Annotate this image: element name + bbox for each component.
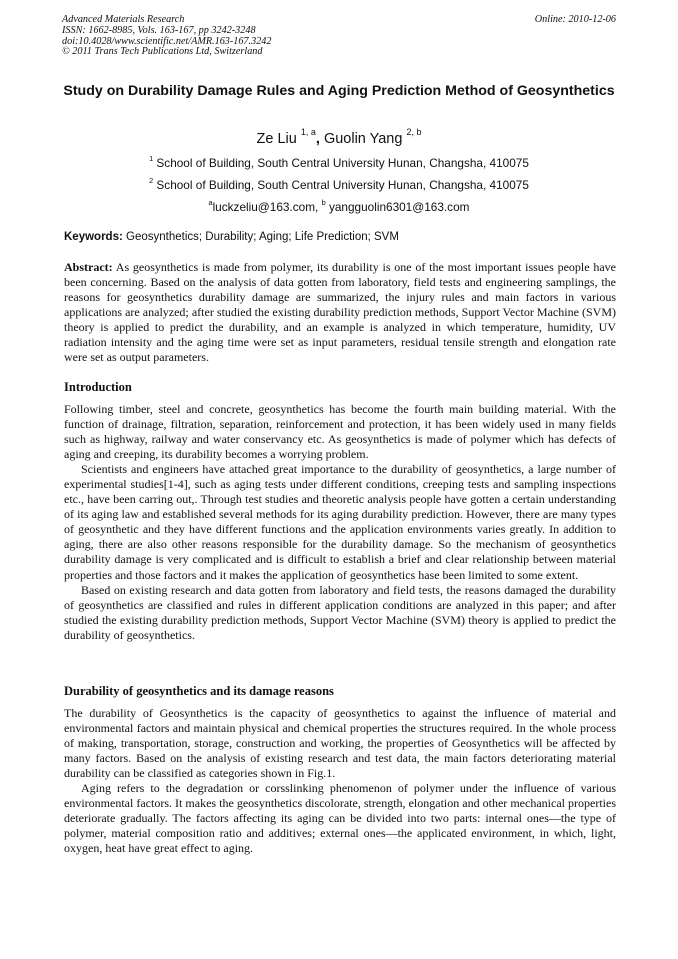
paragraph: Scientists and engineers have attached great importance to the durability of geosynthetics, a large number of experimental studies[1-4], such as aging tests under different conditions, creeping tests and sampling inspections etc., have been carring out,. Through test studies and theoretic analysis people have gotten a certain understanding of its aging law and established several methods for its aging durability prediction. However, there are many types of geosynthetic and they have different functions and the application environments varies greatly. In addition to aging, there are also other reasons responsible for the durability damage. So the mechanism of geosynthetics durability damage is very complicated and is difficult to establish a brief and clear relationship between material properties and those factors and it makes the application of geosynthetics hase been limited to some extent.	[64, 462, 616, 582]
paragraph: The durability of Geosynthetics is the capacity of geosynthetics to against the influence of material and environmental factors and maintain physical and chemical properties the structures required. In the whole process of making, transportation, storage, construction and working, the properties of Geosynthetics will be affected by many factors. Based on the analysis of existing research and test data, the main factors deteriorating material durability can be classified as categories shown in Fig.1.	[64, 706, 616, 781]
doi-line[interactable]: doi:10.4028/www.scientific.net/AMR.163-167.3242	[62, 35, 272, 47]
paragraph: Following timber, steel and concrete, geosynthetics has become the fourth main building material. With the function of drainage, filtration, separation, reinforcement and protection, it has been widely used in many fields such as highway, railway and water conservancy etc. As geosynthetics is made of polymer which has defects of aging and creeping, its durability becomes a worrying problem.	[64, 402, 616, 462]
paragraph: Based on existing research and data gotten from laboratory and field tests, the reasons damaged the durability of geosynthetics are classified and rules in different application conditions are analyzed in this paper; and after studied the existing durability prediction methods, Support Vector Machine (SVM) theory is applied to predict the durability of geosynthetics.	[64, 582, 616, 642]
affiliation-2	[62, 175, 616, 193]
paper-title: Study on Durability Damage Rules and Aging Prediction Method of Geosynthetics	[63, 83, 615, 99]
paragraph: Aging refers to the degradation or corsslinking phenomenon of polymer under the influence of various environmental factors. It makes the geosynthetics discolorate, strength, elongation and other mechanical properties deteriorate gradually. The factors affecting its aging can be divided into two parts: internal ones—the type of polymer, material composition ratio and additives; external ones—the applicated environment, in which, light, oxygen, heat have great effect to aging.	[64, 781, 616, 856]
abstract-text: As geosynthetics is made from polymer, its durability is one of the most important issues people have been concerning. Based on the analysis of data gotten from laboratory, field tests and engineering samplings, the reasons for geosynthetics durability damage are summarized, the injury rules and main factors in various applications are analyzed; after studied the existing durability prediction methods, Support Vector Machine (SVM) theory is applied to predict the durability, and an example is analyzed in which temperature, humidity, UV radiation intensity and the aging time were set as input parameters, residual tensile strength and elongation rate were set as output parameters.	[64, 260, 616, 365]
affiliation-superscript: 1	[149, 153, 154, 163]
email-address[interactable]: yangguolin6301@163.com	[328, 200, 470, 214]
affiliation-text: School of Building, South Central University Hunan, Changsha, 410075	[156, 156, 529, 170]
author-name: Guolin Yang	[323, 131, 403, 147]
issn-line: ISSN: 1662-8985, Vols. 163-167, pp 3242-3248	[62, 24, 256, 36]
author-superscript: 1, a	[300, 127, 316, 138]
email-line	[62, 197, 616, 215]
journal-name: Advanced Materials Research	[62, 14, 185, 25]
copyright-line: © 2011 Trans Tech Publications Ltd, Switzerland	[62, 46, 263, 58]
affiliation-superscript: 2	[149, 175, 154, 185]
author-separator: ,	[315, 131, 320, 147]
section-heading-introduction: Introduction	[64, 380, 132, 394]
email-superscript: b	[321, 197, 326, 207]
abstract-paragraph	[64, 260, 616, 365]
affiliation-1	[62, 153, 616, 171]
durability-body	[64, 706, 616, 856]
abstract-label: Abstract:	[64, 260, 113, 274]
keywords-label: Keywords:	[64, 231, 123, 243]
author-superscript: 2, b	[406, 127, 422, 138]
affiliation-text: School of Building, South Central University Hunan, Changsha, 410075	[156, 178, 529, 192]
journal-header	[62, 15, 616, 58]
author-name: Ze Liu	[256, 131, 297, 147]
introduction-body	[64, 402, 616, 643]
email-superscript: a	[208, 197, 213, 207]
keywords-text: Geosynthetics; Durability; Aging; Life Prediction; SVM	[126, 231, 399, 243]
abstract	[64, 260, 616, 365]
section-heading-durability: Durability of geosynthetics and its damage reasons	[64, 684, 334, 698]
author-line	[62, 127, 616, 148]
keywords	[64, 230, 616, 245]
online-date: Online: 2010-12-06	[534, 14, 616, 25]
email-address[interactable]: luckzeliu@163.com,	[212, 200, 319, 214]
